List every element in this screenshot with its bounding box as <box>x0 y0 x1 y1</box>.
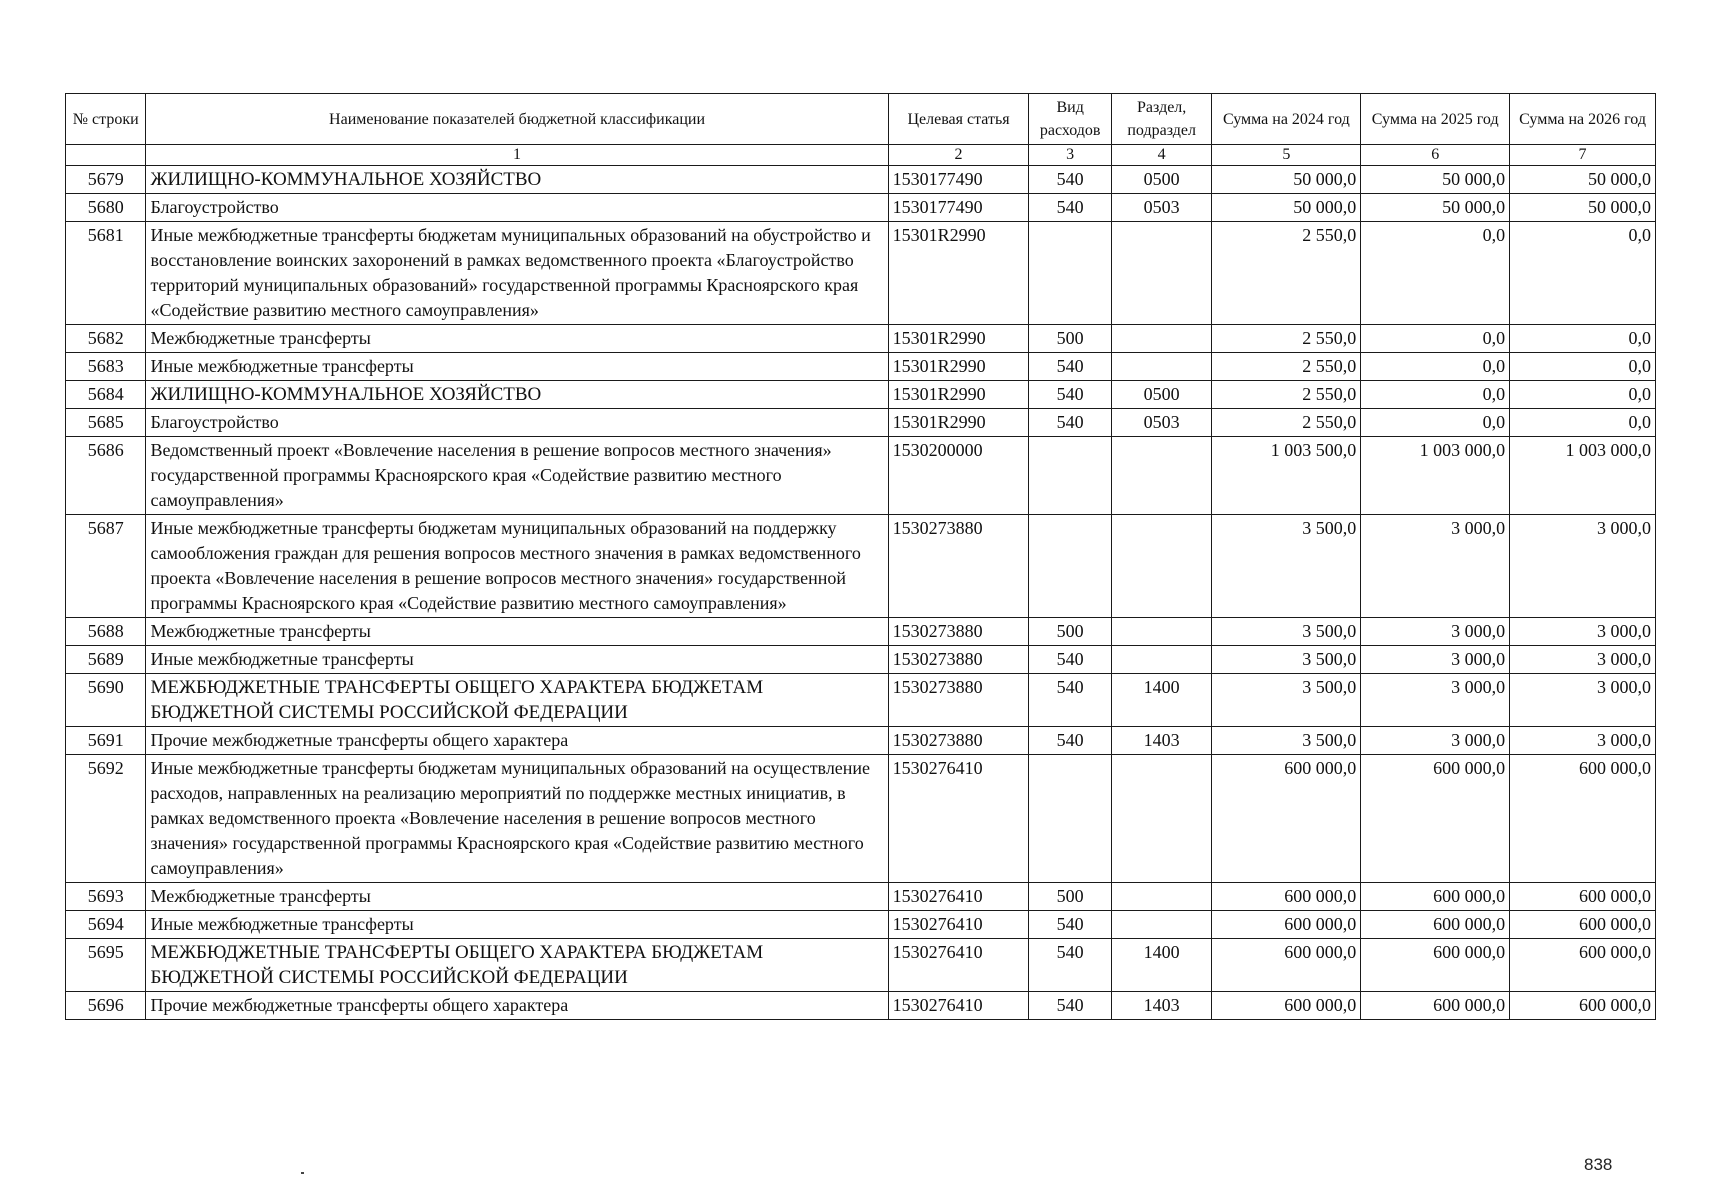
section-cell: 1400 <box>1111 674 1212 727</box>
expense-type-cell: 540 <box>1029 166 1111 194</box>
sum-2024-cell: 1 003 500,0 <box>1212 437 1361 515</box>
section-cell <box>1111 755 1212 883</box>
expense-type-cell: 540 <box>1029 727 1111 755</box>
indicator-name-cell: Иные межбюджетные трансферты <box>146 646 888 674</box>
table-row <box>66 166 1656 194</box>
row-number-cell: 5679 <box>66 166 146 194</box>
row-number-cell: 5684 <box>66 381 146 409</box>
section-cell: 1403 <box>1111 992 1212 1020</box>
target-article-cell: 1530177490 <box>888 194 1029 222</box>
section-cell <box>1111 883 1212 911</box>
sum-2025-cell: 0,0 <box>1361 381 1510 409</box>
table-body <box>66 166 1656 1020</box>
header-target: Целевая статья <box>888 94 1029 145</box>
header-row <box>66 94 1656 145</box>
expense-type-cell: 540 <box>1029 911 1111 939</box>
sum-2026-cell: 0,0 <box>1510 409 1656 437</box>
sum-2024-cell: 600 000,0 <box>1212 939 1361 992</box>
indicator-name-cell: Иные межбюджетные трансферты бюджетам муниципальных образований на поддержку самообложения граждан для решения вопросов местного значения в рамках ведомственного проекта «Вовлечение населения в решение вопросов местного значения» государственной программы Красноярского края «Содействие развитию местного самоуправления» <box>146 515 888 618</box>
sum-2025-cell: 600 000,0 <box>1361 883 1510 911</box>
sum-2024-cell: 50 000,0 <box>1212 166 1361 194</box>
target-article-cell: 1530273880 <box>888 618 1029 646</box>
sum-2025-cell: 600 000,0 <box>1361 755 1510 883</box>
target-article-cell: 15301R2990 <box>888 381 1029 409</box>
table-row <box>66 325 1656 353</box>
row-number-cell: 5693 <box>66 883 146 911</box>
target-article-cell: 1530276410 <box>888 883 1029 911</box>
table-row <box>66 939 1656 992</box>
target-article-cell: 1530200000 <box>888 437 1029 515</box>
sum-2025-cell: 0,0 <box>1361 325 1510 353</box>
sum-2024-cell: 3 500,0 <box>1212 515 1361 618</box>
header-name: Наименование показателей бюджетной классификации <box>146 94 888 145</box>
sum-2026-cell: 0,0 <box>1510 381 1656 409</box>
section-cell <box>1111 911 1212 939</box>
sum-2025-cell: 0,0 <box>1361 222 1510 325</box>
row-number-cell: 5688 <box>66 618 146 646</box>
column-number: 6 <box>1361 145 1510 166</box>
sum-2024-cell: 600 000,0 <box>1212 992 1361 1020</box>
section-cell <box>1111 325 1212 353</box>
sum-2024-cell: 2 550,0 <box>1212 325 1361 353</box>
section-cell: 0500 <box>1111 381 1212 409</box>
header-sum-2025: Сумма на 2025 год <box>1361 94 1510 145</box>
indicator-name-cell: Прочие межбюджетные трансферты общего характера <box>146 992 888 1020</box>
expense-type-cell: 500 <box>1029 618 1111 646</box>
sum-2024-cell: 2 550,0 <box>1212 222 1361 325</box>
table-row <box>66 911 1656 939</box>
sum-2025-cell: 0,0 <box>1361 409 1510 437</box>
table-row <box>66 437 1656 515</box>
indicator-name-cell: Иные межбюджетные трансферты бюджетам муниципальных образований на осуществление расходов, направленных на реализацию мероприятий по поддержке местных инициатив, в рамках ведомственного проекта «Вовлечение населения в решение вопросов местного значения» государственной программы Красноярского края «Содействие развитию местного самоуправления» <box>146 755 888 883</box>
sum-2025-cell: 3 000,0 <box>1361 618 1510 646</box>
sum-2024-cell: 3 500,0 <box>1212 674 1361 727</box>
section-cell <box>1111 618 1212 646</box>
expense-type-cell: 500 <box>1029 883 1111 911</box>
sum-2025-cell: 50 000,0 <box>1361 166 1510 194</box>
sum-2026-cell: 600 000,0 <box>1510 992 1656 1020</box>
sum-2024-cell: 2 550,0 <box>1212 381 1361 409</box>
target-article-cell: 1530273880 <box>888 674 1029 727</box>
row-number-cell: 5680 <box>66 194 146 222</box>
column-number: 4 <box>1111 145 1212 166</box>
target-article-cell: 1530276410 <box>888 911 1029 939</box>
expense-type-cell: 540 <box>1029 381 1111 409</box>
row-number-cell: 5694 <box>66 911 146 939</box>
section-cell <box>1111 646 1212 674</box>
row-number-cell: 5692 <box>66 755 146 883</box>
sum-2026-cell: 50 000,0 <box>1510 194 1656 222</box>
expense-type-cell <box>1029 222 1111 325</box>
expense-type-cell: 540 <box>1029 939 1111 992</box>
column-number: 7 <box>1510 145 1656 166</box>
section-cell: 0500 <box>1111 166 1212 194</box>
section-cell <box>1111 437 1212 515</box>
column-number: 1 <box>146 145 888 166</box>
expense-type-cell: 540 <box>1029 646 1111 674</box>
target-article-cell: 1530177490 <box>888 166 1029 194</box>
sum-2026-cell: 3 000,0 <box>1510 515 1656 618</box>
indicator-name-cell: ЖИЛИЩНО-КОММУНАЛЬНОЕ ХОЗЯЙСТВО <box>146 166 888 194</box>
sum-2025-cell: 600 000,0 <box>1361 939 1510 992</box>
table-row <box>66 755 1656 883</box>
column-number-row <box>66 145 1656 166</box>
sum-2025-cell: 3 000,0 <box>1361 646 1510 674</box>
sum-2025-cell: 1 003 000,0 <box>1361 437 1510 515</box>
indicator-name-cell: Благоустройство <box>146 194 888 222</box>
indicator-name-cell: МЕЖБЮДЖЕТНЫЕ ТРАНСФЕРТЫ ОБЩЕГО ХАРАКТЕРА БЮДЖЕТАМ БЮДЖЕТНОЙ СИСТЕМЫ РОССИЙСКОЙ ФЕДЕРАЦИИ <box>146 939 888 992</box>
sum-2026-cell: 0,0 <box>1510 353 1656 381</box>
sum-2026-cell: 3 000,0 <box>1510 618 1656 646</box>
target-article-cell: 15301R2990 <box>888 222 1029 325</box>
target-article-cell: 1530273880 <box>888 646 1029 674</box>
table-row <box>66 646 1656 674</box>
section-cell <box>1111 515 1212 618</box>
header-row-no: № строки <box>66 94 146 145</box>
indicator-name-cell: Межбюджетные трансферты <box>146 883 888 911</box>
row-number-cell: 5685 <box>66 409 146 437</box>
indicator-name-cell: МЕЖБЮДЖЕТНЫЕ ТРАНСФЕРТЫ ОБЩЕГО ХАРАКТЕРА БЮДЖЕТАМ БЮДЖЕТНОЙ СИСТЕМЫ РОССИЙСКОЙ ФЕДЕРАЦИИ <box>146 674 888 727</box>
expense-type-cell: 540 <box>1029 409 1111 437</box>
section-cell: 1403 <box>1111 727 1212 755</box>
sum-2024-cell: 2 550,0 <box>1212 353 1361 381</box>
page-number: 838 <box>1584 1155 1613 1174</box>
target-article-cell: 1530276410 <box>888 992 1029 1020</box>
table-row <box>66 618 1656 646</box>
indicator-name-cell: Прочие межбюджетные трансферты общего характера <box>146 727 888 755</box>
row-number-cell: 5695 <box>66 939 146 992</box>
row-number-cell: 5683 <box>66 353 146 381</box>
indicator-name-cell: Межбюджетные трансферты <box>146 618 888 646</box>
row-number-cell: 5696 <box>66 992 146 1020</box>
sum-2026-cell: 3 000,0 <box>1510 727 1656 755</box>
sum-2025-cell: 3 000,0 <box>1361 674 1510 727</box>
column-number: 2 <box>888 145 1029 166</box>
expense-type-cell: 540 <box>1029 194 1111 222</box>
table-row <box>66 381 1656 409</box>
header-sum-2024: Сумма на 2024 год <box>1212 94 1361 145</box>
sum-2026-cell: 3 000,0 <box>1510 674 1656 727</box>
sum-2024-cell: 600 000,0 <box>1212 755 1361 883</box>
row-number-cell: 5686 <box>66 437 146 515</box>
expense-type-cell: 500 <box>1029 325 1111 353</box>
sum-2024-cell: 600 000,0 <box>1212 911 1361 939</box>
column-number: 5 <box>1212 145 1361 166</box>
sum-2026-cell: 600 000,0 <box>1510 883 1656 911</box>
sum-2026-cell: 50 000,0 <box>1510 166 1656 194</box>
row-number-cell: 5691 <box>66 727 146 755</box>
expense-type-cell: 540 <box>1029 674 1111 727</box>
target-article-cell: 15301R2990 <box>888 353 1029 381</box>
header-vid: Вид расходов <box>1029 94 1111 145</box>
expense-type-cell <box>1029 437 1111 515</box>
table-header <box>66 94 1656 166</box>
expense-type-cell: 540 <box>1029 353 1111 381</box>
target-article-cell: 1530273880 <box>888 727 1029 755</box>
expense-type-cell: 540 <box>1029 992 1111 1020</box>
row-number-cell: 5690 <box>66 674 146 727</box>
row-number-cell: 5687 <box>66 515 146 618</box>
sum-2025-cell: 600 000,0 <box>1361 992 1510 1020</box>
target-article-cell: 1530276410 <box>888 755 1029 883</box>
sum-2025-cell: 3 000,0 <box>1361 515 1510 618</box>
table-row <box>66 409 1656 437</box>
indicator-name-cell: Иные межбюджетные трансферты бюджетам муниципальных образований на обустройство и восстановление воинских захоронений в рамках ведомственного проекта «Благоустройство территорий муниципальных образований» государственной программы Красноярского края «Содействие развитию местного самоуправления» <box>146 222 888 325</box>
sum-2025-cell: 0,0 <box>1361 353 1510 381</box>
table-row <box>66 353 1656 381</box>
section-cell <box>1111 353 1212 381</box>
table-row <box>66 222 1656 325</box>
indicator-name-cell: Межбюджетные трансферты <box>146 325 888 353</box>
section-cell: 1400 <box>1111 939 1212 992</box>
row-number-cell: 5689 <box>66 646 146 674</box>
row-number-cell: 5681 <box>66 222 146 325</box>
indicator-name-cell: Благоустройство <box>146 409 888 437</box>
section-cell: 0503 <box>1111 194 1212 222</box>
row-number-cell: 5682 <box>66 325 146 353</box>
column-number: 3 <box>1029 145 1111 166</box>
section-cell: 0503 <box>1111 409 1212 437</box>
sum-2024-cell: 3 500,0 <box>1212 618 1361 646</box>
target-article-cell: 1530273880 <box>888 515 1029 618</box>
table-row <box>66 883 1656 911</box>
table-row <box>66 992 1656 1020</box>
sum-2026-cell: 1 003 000,0 <box>1510 437 1656 515</box>
header-razdel: Раздел, подраздел <box>1111 94 1212 145</box>
scan-speck <box>301 1172 304 1174</box>
target-article-cell: 15301R2990 <box>888 409 1029 437</box>
indicator-name-cell: Ведомственный проект «Вовлечение населения в решение вопросов местного значения» государственной программы Красноярского края «Содействие развитию местного самоуправления» <box>146 437 888 515</box>
sum-2024-cell: 600 000,0 <box>1212 883 1361 911</box>
section-cell <box>1111 222 1212 325</box>
sum-2026-cell: 600 000,0 <box>1510 939 1656 992</box>
expense-type-cell <box>1029 755 1111 883</box>
sum-2024-cell: 3 500,0 <box>1212 646 1361 674</box>
sum-2024-cell: 2 550,0 <box>1212 409 1361 437</box>
sum-2026-cell: 3 000,0 <box>1510 646 1656 674</box>
table-row <box>66 515 1656 618</box>
indicator-name-cell: Иные межбюджетные трансферты <box>146 353 888 381</box>
sum-2026-cell: 600 000,0 <box>1510 755 1656 883</box>
sum-2026-cell: 600 000,0 <box>1510 911 1656 939</box>
target-article-cell: 1530276410 <box>888 939 1029 992</box>
sum-2026-cell: 0,0 <box>1510 325 1656 353</box>
sum-2026-cell: 0,0 <box>1510 222 1656 325</box>
budget-table <box>65 93 1656 1020</box>
expense-type-cell <box>1029 515 1111 618</box>
sum-2025-cell: 50 000,0 <box>1361 194 1510 222</box>
target-article-cell: 15301R2990 <box>888 325 1029 353</box>
sum-2025-cell: 3 000,0 <box>1361 727 1510 755</box>
sum-2024-cell: 50 000,0 <box>1212 194 1361 222</box>
sum-2024-cell: 3 500,0 <box>1212 727 1361 755</box>
indicator-name-cell: ЖИЛИЩНО-КОММУНАЛЬНОЕ ХОЗЯЙСТВО <box>146 381 888 409</box>
column-number <box>66 145 146 166</box>
table-row <box>66 194 1656 222</box>
table-row <box>66 727 1656 755</box>
table-row <box>66 674 1656 727</box>
header-sum-2026: Сумма на 2026 год <box>1510 94 1656 145</box>
sum-2025-cell: 600 000,0 <box>1361 911 1510 939</box>
indicator-name-cell: Иные межбюджетные трансферты <box>146 911 888 939</box>
